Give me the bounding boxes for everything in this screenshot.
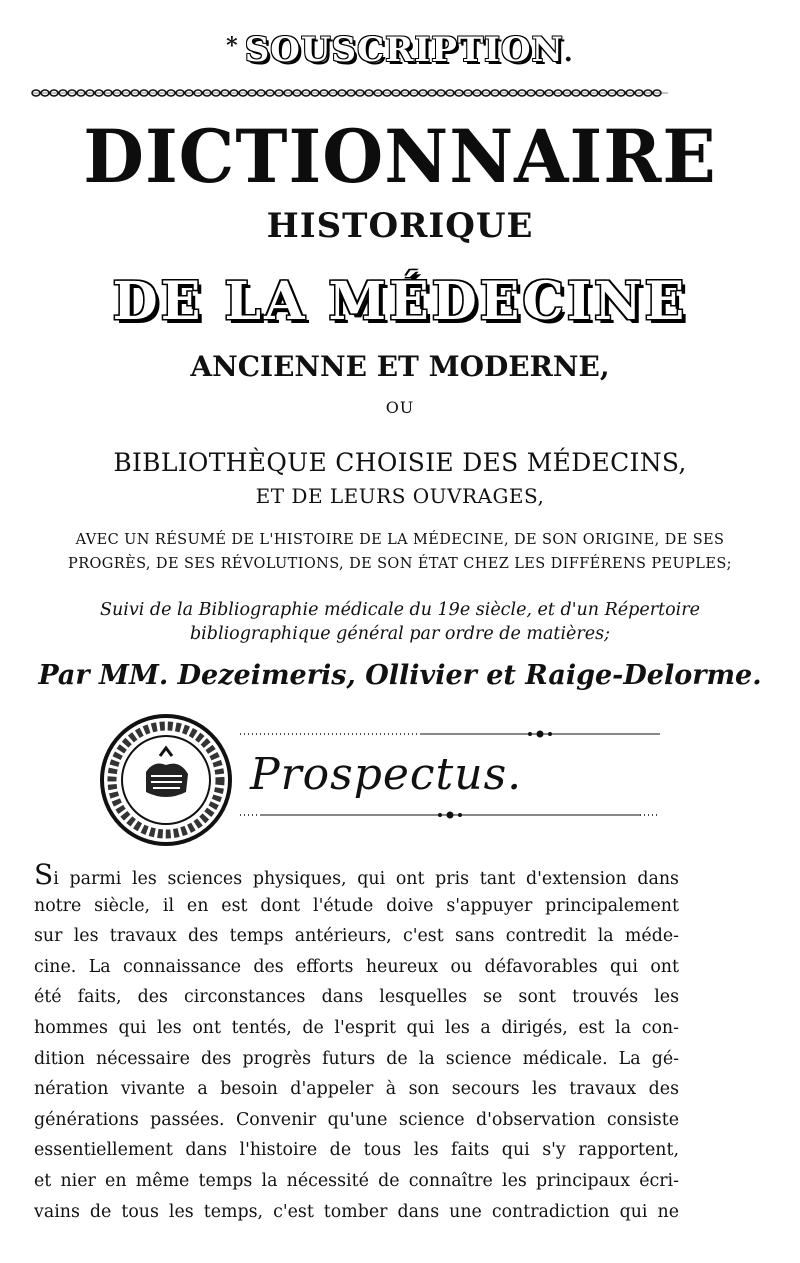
body-line: été faits, des circonstances dans lesquelles se sont trouvés les bbox=[34, 987, 679, 1008]
star-ornament: * bbox=[226, 33, 239, 59]
prospectus-heading: Prospectus. bbox=[250, 749, 523, 800]
title-ou: OU bbox=[385, 398, 415, 417]
subtitle-resume bbox=[0, 528, 800, 576]
body-line: essentiellement dans l'histoire de tous les faits qui s'y rapportent, bbox=[34, 1140, 679, 1161]
body-line: sur les travaux des temps antérieurs, c'est sans contredit la méde- bbox=[34, 926, 679, 947]
body-line-text: i parmi les sciences physiques, qui ont pris tant d'extension dans bbox=[53, 869, 679, 889]
chain-rule-ornament bbox=[30, 86, 670, 100]
subtitle-bibliographie bbox=[0, 598, 800, 646]
title-historique: HISTORIQUE bbox=[266, 206, 534, 246]
title-bibliotheque: BIBLIOTHÈQUE CHOISIE DES MÉDECINS, bbox=[113, 448, 687, 477]
subtitle-line-1: AVEC UN RÉSUMÉ DE L'HISTOIRE DE LA MÉDECINE, DE SON ORIGINE, DE SES bbox=[75, 532, 725, 548]
body-line: vains de tous les temps, c'est tomber dans une contradiction qui ne bbox=[34, 1201, 679, 1222]
ornament-rule-bottom bbox=[240, 808, 660, 822]
body-line: dition nécessaire des progrès futurs de la science médicale. La gé- bbox=[34, 1048, 679, 1069]
souscription-label: SOUSCRIPTION bbox=[244, 30, 564, 70]
library-stamp-seal bbox=[96, 710, 236, 850]
body-line: et nier en même temps la nécessité de connaître les principaux écri- bbox=[34, 1170, 679, 1191]
ornament-rule-top bbox=[240, 727, 660, 741]
prospectus-body bbox=[34, 860, 679, 1227]
souscription-heading bbox=[0, 30, 800, 70]
souscription-dot: . bbox=[563, 38, 574, 68]
subtitle-line-2: PROGRÈS, DE SES RÉVOLUTIONS, DE SON ÉTAT CHEZ LES DIFFÉRENS PEUPLES; bbox=[68, 556, 732, 572]
title-leurs-ouvrages: ET DE LEURS OUVRAGES, bbox=[255, 484, 545, 508]
title-de-la-medecine: DE LA MÉDECINE bbox=[112, 271, 688, 332]
authors-line: Par MM. Dezeimeris, Ollivier et Raige-Delorme. bbox=[38, 660, 762, 691]
suivi-line-1: Suivi de la Bibliographie médicale du 19e siècle, et d'un Répertoire bbox=[100, 600, 700, 620]
suivi-line-2: bibliographique général par ordre de matières; bbox=[189, 624, 611, 644]
body-line: cine. La connaissance des efforts heureux ou défavorables qui ont bbox=[34, 956, 679, 977]
title-dictionnaire: DICTIONNAIRE bbox=[83, 112, 717, 201]
body-line: hommes qui les ont tentés, de l'esprit qui les a dirigés, est la con- bbox=[34, 1017, 679, 1038]
drop-cap: S bbox=[34, 860, 54, 891]
body-line bbox=[34, 860, 679, 891]
body-line: générations passées. Convenir qu'une science d'observation consiste bbox=[34, 1109, 679, 1130]
body-line: nération vivante a besoin d'appeler à son secours les travaux des bbox=[34, 1079, 679, 1100]
body-line: notre siècle, il en est dont l'étude doive s'appuyer principalement bbox=[34, 895, 679, 916]
title-ancienne-et-moderne: ANCIENNE ET MODERNE, bbox=[190, 350, 610, 383]
